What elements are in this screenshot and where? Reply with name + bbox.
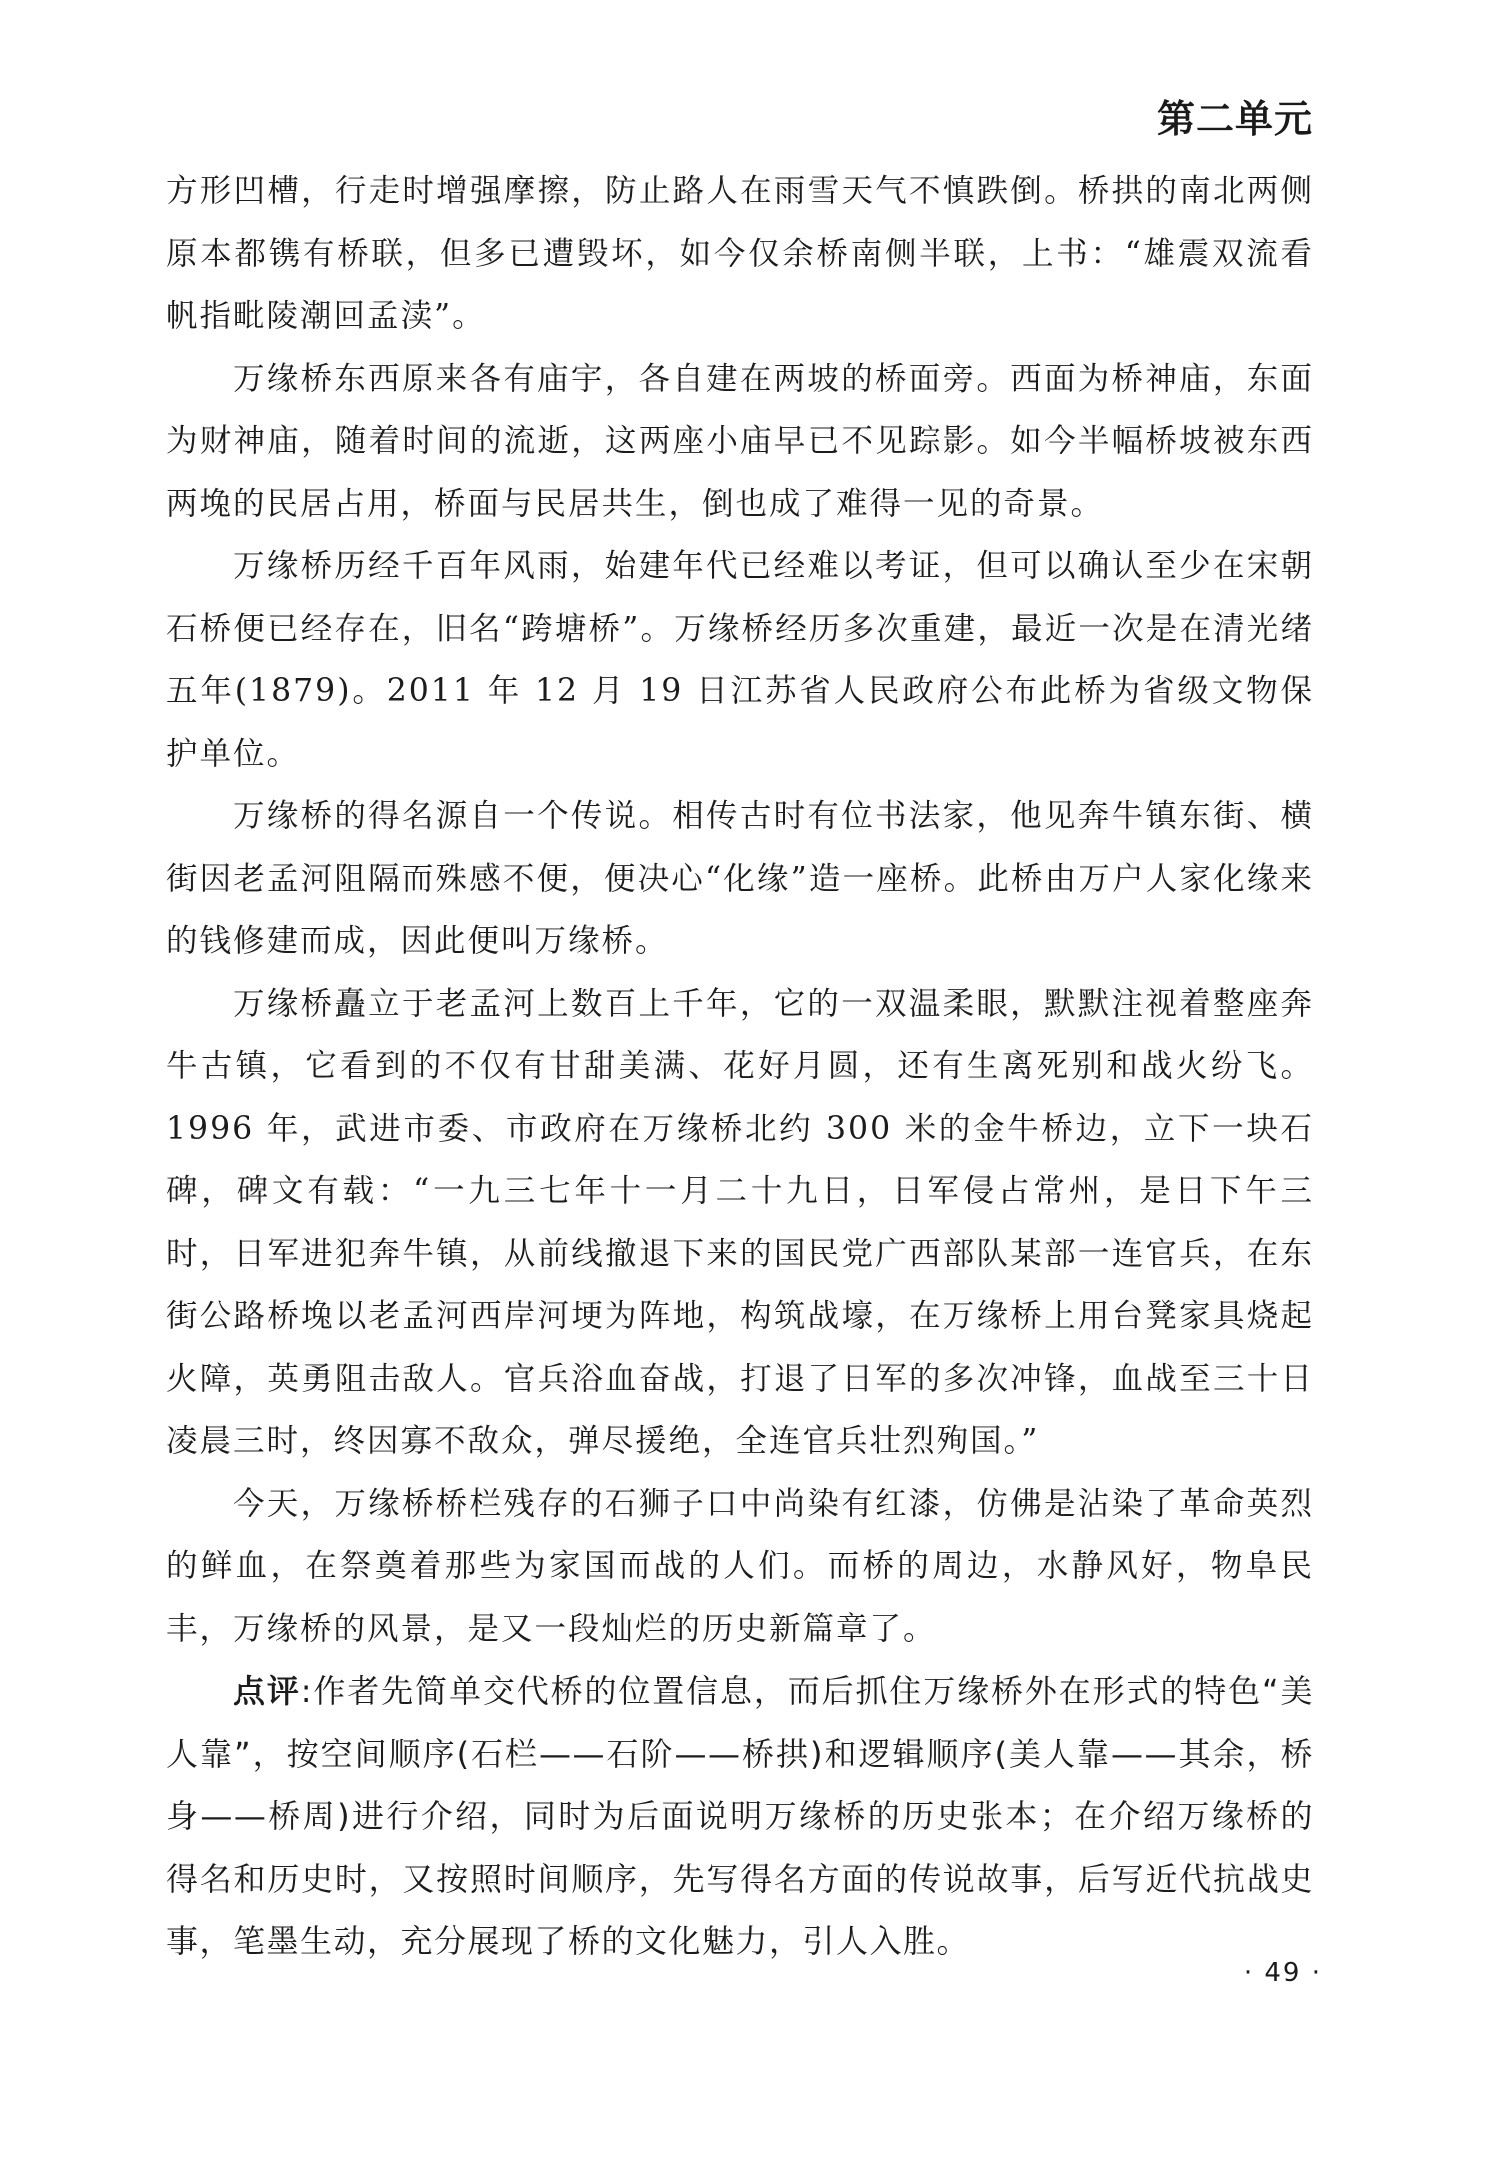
unit-title: 第二单元 xyxy=(1156,97,1313,141)
commentary-label: 点评 xyxy=(233,1672,301,1710)
article-body xyxy=(166,160,1314,1973)
paragraph-history: 万缘桥历经千百年风雨，始建年代已经难以考证，但可以确认至少在宋朝石桥便已经存在，旧名“跨塘桥”。万缘桥经历多次重建，最近一次是在清光绪五年(1879)。2011 年 12 月 19 日江苏省人民政府公布此桥为省级文物保护单位。 xyxy=(166,548,1314,772)
commentary-text: :作者先简单交代桥的位置信息，而后抓住万缘桥外在形式的特色“美人靠”，按空间顺序(石栏——石阶——桥拱)和逻辑顺序(美人靠——其余，桥身——桥周)进行介绍，同时为后面说明万缘桥的历史张本；在介绍万缘桥的得名和历史时，又按照时间顺序，先写得名方面的传说故事，后写近代抗战史事，笔墨生动，充分展现了桥的文化魅力，引人入胜。 xyxy=(166,1672,1314,1960)
paragraph-temples: 万缘桥东西原来各有庙宇，各自建在两坡的桥面旁。西面为桥神庙，东面为财神庙，随着时间的流逝，这两座小庙早已不见踪影。如今半幅桥坡被东西两堍的民居占用，桥面与民居共生，倒也成了难得一见的奇景。 xyxy=(166,360,1314,522)
paragraph-today: 今天，万缘桥桥栏残存的石狮子口中尚染有红漆，仿佛是沾染了革命英烈的鲜血，在祭奠着那些为家国而战的人们。而桥的周边，水静风好，物阜民丰，万缘桥的风景，是又一段灿烂的历史新篇章了。 xyxy=(166,1485,1314,1647)
paragraph-war-history: 万缘桥矗立于老孟河上数百上千年，它的一双温柔眼，默默注视着整座奔牛古镇，它看到的不仅有甘甜美满、花好月圆，还有生离死别和战火纷飞。1996 年，武进市委、市政府在万缘桥北约 300 米的金牛桥边，立下一块石碑，碑文有载：“一九三七年十一月二十九日，日军侵占常州，是日下午三时，日军进犯奔牛镇，从前线撤退下来的国民党广西部队某部一连官兵，在东街公路桥堍以老孟河西岸河埂为阵地，构筑战壕，在万缘桥上用台凳家具烧起火障，英勇阻击敌人。官兵浴血奋战，打退了日军的多次冲锋，血战至三十日凌晨三时，终因寡不敌众，弹尽援绝，全连官兵壮烈殉国。” xyxy=(166,985,1314,1459)
paragraph-continued: 方形凹槽，行走时增强摩擦，防止路人在雨雪天气不慎跌倒。桥拱的南北两侧原本都镌有桥联，但多已遭毁坏，如今仅余桥南侧半联，上书：“雄震双流看帆指毗陵潮回孟渎”。 xyxy=(166,173,1314,334)
commentary-paragraph xyxy=(166,1660,1314,1973)
paragraph-name-origin: 万缘桥的得名源自一个传说。相传古时有位书法家，他见奔牛镇东街、横街因老孟河阻隔而殊感不便，便决心“化缘”造一座桥。此桥由万户人家化缘来的钱修建而成，因此便叫万缘桥。 xyxy=(166,798,1314,959)
page-number: · 49 · xyxy=(1243,1958,1322,1988)
